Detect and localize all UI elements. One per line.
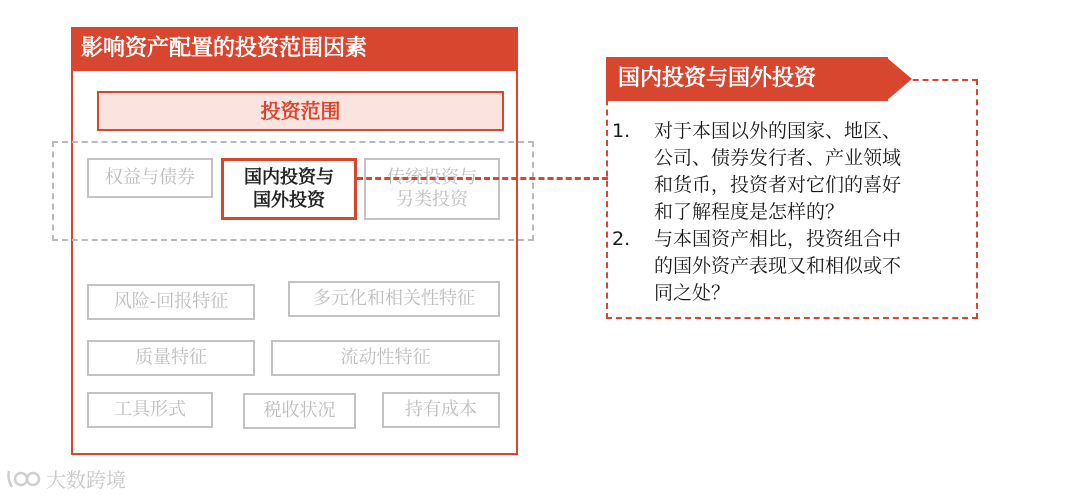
domestic-foreign-line-1: 国内投资与 <box>244 167 334 188</box>
question-line: 同之处？ <box>654 282 731 304</box>
watermark-text: 大数跨境 <box>46 468 126 492</box>
left-panel-title: 影响资产配置的投资范围因素 <box>71 27 518 71</box>
holding-cost-box: 持有成本 <box>382 392 500 428</box>
watermark-logo-icon <box>6 467 42 491</box>
question-line: 对于本国以外的国家、地区、 <box>654 120 902 142</box>
liquidity-box: 流动性特征 <box>271 340 500 376</box>
watermark <box>6 464 126 493</box>
right-panel-title: 国内投资与国外投资 <box>606 57 888 101</box>
instrument-form-box: 工具形式 <box>87 392 213 428</box>
question-line: 与本国资产相比，投资组合中 <box>654 228 902 250</box>
investment-scope-box: 投资范围 <box>97 91 504 131</box>
question-item <box>612 118 972 226</box>
question-line: 和了解程度是怎样的？ <box>654 201 845 223</box>
traditional-alternative-line-2: 另类投资 <box>396 189 468 210</box>
question-line: 的国外资产表现又和相似或不 <box>654 255 902 277</box>
diversification-box: 多元化和相关性特征 <box>288 281 500 317</box>
question-line: 公司、债券发行者、产业领域 <box>654 147 902 169</box>
dashed-connector <box>357 177 608 180</box>
question-list <box>612 118 972 307</box>
equity-bond-box: 权益与债券 <box>87 158 213 198</box>
risk-return-box: 风险-回报特征 <box>87 284 255 320</box>
tax-status-box: 税收状况 <box>243 393 356 429</box>
question-line: 和货币，投资者对它们的喜好 <box>654 174 902 196</box>
quality-box: 质量特征 <box>87 340 255 376</box>
traditional-alternative-line-1: 传统投资与 <box>387 167 477 188</box>
question-number: 2. <box>612 228 631 250</box>
title-arrow-tip <box>886 57 912 101</box>
domestic-foreign-box <box>221 158 357 220</box>
domestic-foreign-line-2: 国外投资 <box>253 190 325 211</box>
question-number: 1. <box>612 120 631 142</box>
question-item <box>612 226 972 307</box>
traditional-alternative-box <box>364 158 500 220</box>
